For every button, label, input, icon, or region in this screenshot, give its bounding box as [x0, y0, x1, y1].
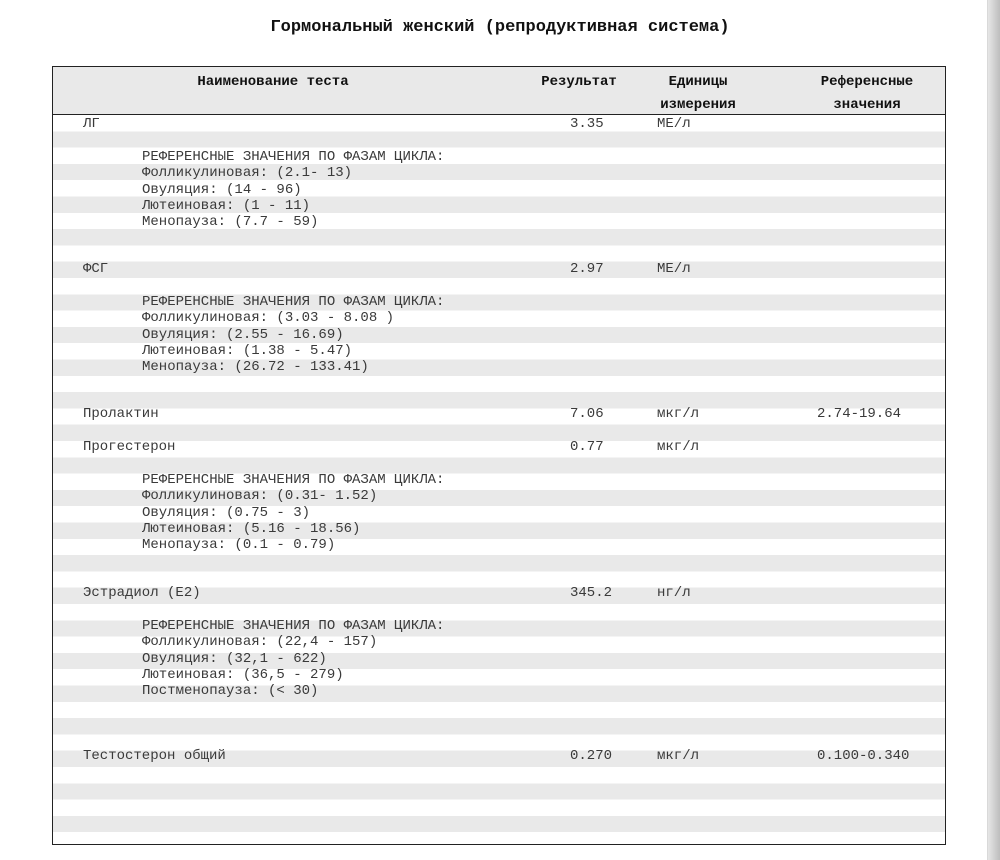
test-result: 7.06 [570, 406, 604, 422]
test-name: Эстрадиол (E2) [83, 585, 201, 601]
header-test-name: Наименование теста [197, 74, 349, 90]
reference-note-line: РЕФЕРЕНСНЫЕ ЗНАЧЕНИЯ ПО ФАЗАМ ЦИКЛА: [142, 294, 445, 310]
reference-note-line: Овуляция: (14 - 96) [142, 181, 302, 198]
reference-note-line: Менопауза: (7.7 - 59) [142, 214, 319, 231]
test-result: 2.97 [570, 261, 604, 277]
test-result: 345.2 [570, 585, 613, 601]
reference-note-line: Лютеиновая: (1.38 - 5.47) [142, 342, 353, 359]
reference-note-line: Овуляция: (0.75 - 3) [142, 504, 311, 521]
test-name: Тестостерон общий [83, 748, 226, 764]
reference-note-line: Фолликулиновая: (2.1- 13) [142, 165, 353, 182]
test-result: 0.270 [570, 748, 613, 764]
reference-note-line: Овуляция: (2.55 - 16.69) [142, 326, 344, 343]
reference-note-line: РЕФЕРЕНСНЫЕ ЗНАЧЕНИЯ ПО ФАЗАМ ЦИКЛА: [142, 472, 445, 488]
reference-note-line: Овуляция: (32,1 - 622) [142, 650, 327, 667]
reference-note-line: Фолликулиновая: (3.03 - 8.08 ) [142, 310, 395, 327]
reference-note-line: Лютеиновая: (1 - 11) [142, 197, 311, 214]
document-title: Гормональный женский (репродуктивная система) [270, 18, 730, 37]
header-result: Результат [541, 74, 617, 90]
test-result: 0.77 [570, 439, 604, 455]
table-header [53, 67, 945, 115]
reference-note-line: РЕФЕРЕНСНЫЕ ЗНАЧЕНИЯ ПО ФАЗАМ ЦИКЛА: [142, 149, 445, 165]
test-unit: мкг/л [657, 439, 700, 455]
header-ref-line2: значения [833, 97, 901, 113]
page-edge-shadow [988, 0, 1000, 860]
test-name: ЛГ [83, 116, 100, 132]
header-reference [797, 71, 937, 117]
reference-note-line: РЕФЕРЕНСНЫЕ ЗНАЧЕНИЯ ПО ФАЗАМ ЦИКЛА: [142, 618, 445, 634]
reference-note-line: Фолликулиновая: (0.31- 1.52) [142, 488, 378, 505]
reference-note-line: Менопауза: (0.1 - 0.79) [142, 537, 336, 554]
test-name: ФСГ [83, 261, 109, 277]
test-unit: нг/л [657, 585, 691, 601]
reference-note-line: Лютеиновая: (5.16 - 18.56) [142, 520, 361, 537]
header-ref-line1: Референсные [820, 74, 914, 90]
results-table [52, 66, 946, 845]
header-units [643, 71, 753, 117]
test-unit: МЕ/л [657, 261, 691, 277]
test-name: Прогестерон [83, 439, 176, 455]
test-reference: 2.74-19.64 [817, 406, 902, 422]
reference-note-line: Менопауза: (26.72 - 133.41) [142, 359, 369, 376]
test-name: Пролактин [83, 406, 159, 422]
test-unit: мкг/л [657, 406, 700, 422]
test-reference: 0.100-0.340 [817, 748, 910, 764]
reference-note-line: Постменопауза: (< 30) [142, 683, 319, 700]
header-units-line1: Единицы [668, 74, 728, 90]
header-units-line2: измерения [660, 97, 736, 113]
test-unit: МЕ/л [657, 116, 691, 132]
reference-note-line: Лютеиновая: (36,5 - 279) [142, 666, 344, 683]
test-result: 3.35 [570, 116, 604, 132]
test-unit: мкг/л [657, 748, 700, 764]
reference-note-line: Фолликулиновая: (22,4 - 157) [142, 634, 378, 651]
